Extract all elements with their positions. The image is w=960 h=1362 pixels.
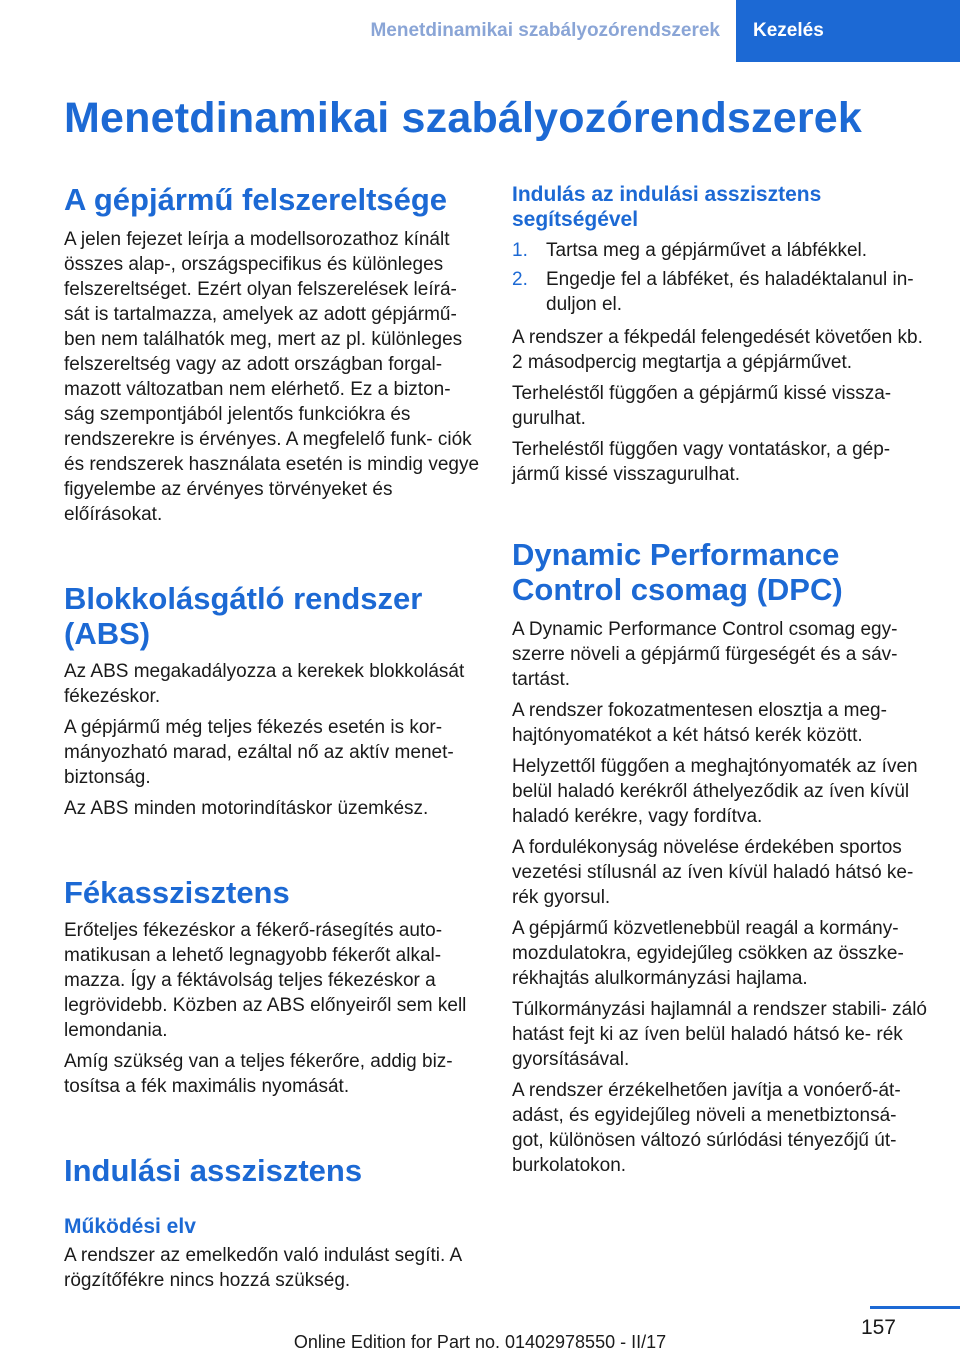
footer-rule (870, 1306, 960, 1309)
brake-assist-paragraph-2: Amíg szükség van a teljes fékerőre, addig biz- tosítsa a fék maximális nyomását. (64, 1051, 453, 1097)
brake-assist-paragraph-1: Erőteljes fékezéskor a fékerő-rásegítés auto- matikusan a lehető legnagyobb fékerőt alkal- mazza. Így a féktávolság teljes fékezéskor a legrövidebb. Közben az ABS előnyeiről sem kell lemondania. (64, 920, 467, 1041)
dpc-heading: Dynamic Performance Control csomag (DPC) (512, 537, 843, 607)
dpc-paragraph-7: A rendszer érzékelhetően javítja a vonóerő-át- adást, és egyidejűleg növeli a menetbiztonsá- got, különösen változó súrlódási tényezőjű út- burkolatokon. (512, 1080, 901, 1176)
hill-assist-subheading: Működési elv (64, 1215, 196, 1238)
step-number: 2. (512, 269, 528, 290)
brake-assist-heading: Fékasszisztens (64, 875, 290, 910)
list-item (512, 267, 928, 317)
list-item (512, 238, 928, 263)
dpc-paragraph-1: A Dynamic Performance Control csomag egy- szerre növeli a gépjármű fürgeségét és a sáv- tartást. (512, 619, 898, 690)
start-heading: Indulás az indulási asszisztens segítségével (512, 183, 822, 231)
right-column (512, 182, 928, 1178)
start-paragraph-1: A rendszer a fékpedál felengedését követően kb. 2 másodpercig megtartja a gépjárművet. (512, 327, 923, 373)
left-column (64, 182, 480, 1293)
header-section-title: Menetdinamikai szabályozórendszerek (318, 0, 736, 62)
dpc-paragraph-5: A gépjármű közvetlenebbül reagál a kormány- mozdulatokra, egyidejűleg csökken az összke- rékhajtás alulkormányzási hajlama. (512, 918, 904, 989)
hill-assist-heading: Indulási asszisztens (64, 1153, 363, 1188)
step-text: Engedje fel a lábféket, és haladéktalanul in- duljon el. (546, 269, 914, 315)
start-paragraph-2: Terheléstől függően a gépjármű kissé vissza- gurulhat. (512, 383, 892, 429)
dpc-paragraph-6: Túlkormányzási hajlamnál a rendszer stabili- záló hatást fejt ki az íven belül haladó hátsó ke- rék gyorsításával. (512, 999, 928, 1070)
abs-heading: Blokkolásgátló rendszer (ABS) (64, 581, 423, 651)
page-number: 157 (860, 1316, 896, 1339)
start-paragraph-3: Terheléstől függően vagy vontatáskor, a gép- jármű kissé visszagurulhat. (512, 439, 891, 485)
edition-footer: Online Edition for Part no. 01402978550 - II/17 (293, 1332, 667, 1352)
hill-assist-paragraph: A rendszer az emelkedőn való indulást segíti. A rögzítőfékre nincs hozzá szükség. (64, 1245, 462, 1291)
dpc-paragraph-4: A fordulékonyság növelése érdekében sportos vezetési stílusnál az íven kívül haladó hátsó ke- rék gyorsul. (512, 837, 914, 908)
abs-paragraph-2: A gépjármű még teljes fékezés esetén is kor- mányozható marad, ezáltal nő az aktív menet- biztonság. (64, 717, 454, 788)
equipment-paragraph: A jelen fejezet leírja a modellsorozathoz kínált összes alap-, országspecifikus és különleges felszereltséget. Ezért olyan felszerelések leírá- sát is tartalmazza, amelyek az adott gépjármű- ben nem találhatók meg, mert az pl. különleges felszereltség vagy az adott országban forgal- mazott változatban nem elérhető. Ez a bizton- ság szempontjából jelentős funkciókra és rendszerekre is érvényes. A megfelelő funk- ciók és rendszerek használata esetén is mindig vegye figyelembe az érvényes törvényeket és előírásokat. (64, 229, 480, 525)
abs-paragraph-3: Az ABS minden motorindításkor üzemkész. (64, 798, 429, 819)
step-text: Tartsa meg a gépjárművet a lábfékkel. (546, 240, 868, 261)
equipment-heading: A gépjármű felszereltsége (64, 182, 448, 217)
dpc-paragraph-3: Helyzettől függően a meghajtónyomaték az íven belül haladó kerékről áthelyeződik az íven kívül haladó kerékre, vagy fordítva. (512, 756, 918, 827)
page-title: Menetdinamikai szabályozórendszerek (64, 94, 863, 142)
step-number: 1. (512, 240, 528, 261)
header-chapter-tab[interactable]: Kezelés (736, 0, 960, 62)
abs-paragraph-1: Az ABS megakadályozza a kerekek blokkolását fékezéskor. (64, 661, 465, 707)
dpc-paragraph-2: A rendszer fokozatmentesen elosztja a meg- hajtónyomatékot a két hátsó kerék között. (512, 700, 887, 746)
start-steps-list (512, 238, 928, 317)
